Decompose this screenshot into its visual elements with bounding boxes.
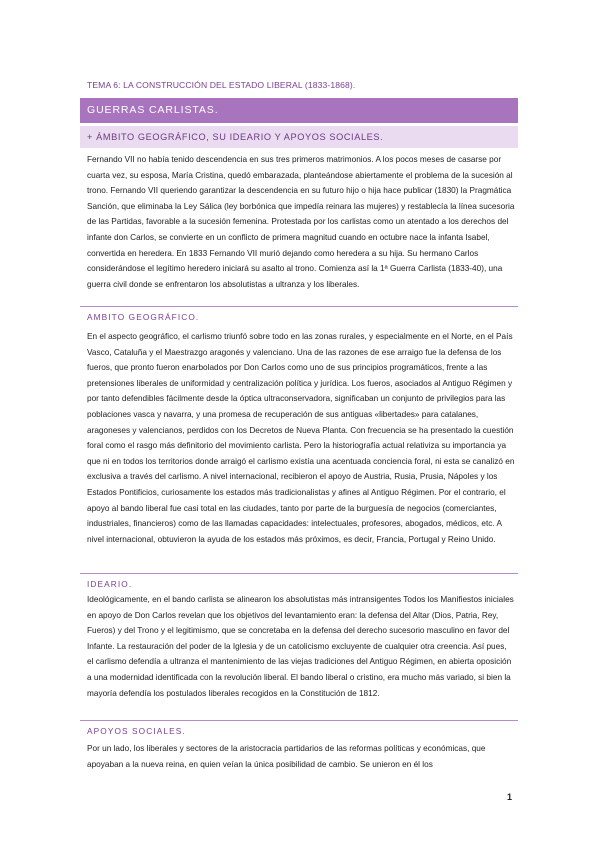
page-number: 1 bbox=[507, 792, 513, 802]
intro-paragraph: Fernando VII no había tenido descendencia en sus tres primeros matrimonios. A los pocos meses de casarse por cuarta vez, su esposa, María Cristina, quedó embarazada, planteándose abiertamente el problema de la sucesión al trono. Fernando VII queriendo garantizar la descendencia en su futuro hijo o hija hace publicar (1830) la Pragmática Sanción, que eliminaba la Ley Sálica (ley borbónica que impedía reinara las mujeres) y restablecía la línea sucesoria de las Partidas, favorable a la sucesión femenina. Protestada por los carlistas como un atentado a los derechos del infante don Carlos, se convierte en un conflicto de primera magnitud cuando en octubre nace la infanta Isabel, convertida en heredera. En 1833 Fernando VII murió dejando como heredera a su hija. Su hermano Carlos considerándose el legítimo heredero iniciará su asalto al trono. Comienza así la 1ª Guerra Carlista (1833-40), una guerra civil donde se enfrentaron los absolutistas a ultranza y los liberales. bbox=[87, 155, 515, 289]
section-heading-geografico: AMBITO GEOGRÁFICO. bbox=[80, 306, 518, 322]
subsection-banner: + ÁMBITO GEOGRÁFICO, SU IDEARIO Y APOYOS SOCIALES. bbox=[80, 126, 518, 148]
topic-title: TEMA 6: LA CONSTRUCCIÓN DEL ESTADO LIBERAL (1833-1868). bbox=[87, 80, 356, 90]
section-heading-apoyos: APOYOS SOCIALES. bbox=[80, 720, 518, 736]
section-heading-ideario: IDEARIO. bbox=[80, 573, 518, 589]
section-text-geografico: En el aspecto geográfico, el carlismo triunfó sobre todo en las zonas rurales, y especialmente en el Norte, en el País Vasco, Cataluña y el Maestrazgo aragonés y valenciano. Una de las razones de ese arraigo fue la defensa de los fueros, que pronto fueron enarbolados por Don Carlos como uno de sus principios programáticos, frente a las pretensiones liberales de uniformidad y centralización política y jurídica. Los fueros, asociados al Antiguo Régimen y por tanto defendibles fácilmente desde la óptica ultraconservadora, significaban un conjunto de privilegios para las poblaciones vasca y navarra, y una promesa de recuperación de sus antiguas «libertades» para catalanes, aragoneses y valencianos, perdidos con los Decretos de Nueva Planta. Con frecuencia se ha presentado la cuestión foral como el rasgo más definitorio del movimiento carlista. Pero la historiografía actual relativiza su importancia ya que ni en todos los territorios donde arraigó el carlismo existía una acentuada conciencia foral, ni esta se canalizó en exclusiva a través del carlismo. A nivel internacional, recibieron el apoyo de Austria, Rusia, Prusia, Nápoles y los Estados Pontificios, curiosamente los estados más tradicionalistas y afines al Antiguo Régimen. Por el contrario, el apoyo al bando liberal fue casi total en las ciudades, tanto por parte de la burguesía de negocios (comerciantes, industriales, financieros) como de las llamadas capacidades: intelectuales, profesores, abogados, médicos, etc. A nivel internacional, obtuvieron la ayuda de los estados más próximos, es decir, Francia, Portugal y Reino Unido. bbox=[87, 332, 515, 544]
section-text-ideario: Ideológicamente, en el bando carlista se alinearon los absolutistas más intransigentes Todos los Manifiestos iniciales en apoyo de Don Carlos revelan que los objetivos del levantamiento eran: la defensa del Altar (Dios, Patria, Rey, Fueros) y del Trono y el legitimismo, que se concretaba en la defensa del derecho sucesorio masculino en favor del Infante. La restauración del poder de la Iglesia y de un catolicismo excluyente de cualquier otra creencia. Así pues, el carlismo defendía a ultranza el mantenimiento de las viejas tradiciones del Antiguo Régimen, en abierta oposición a una modernidad identificada con la revolución liberal. El bando liberal o cristino, era mucho más variado, si bien la mayoría defendía los postulados liberales recogidos en la Constitución de 1812. bbox=[87, 595, 514, 698]
section-banner: GUERRAS CARLISTAS. bbox=[80, 98, 518, 123]
section-text-apoyos: Por un lado, los liberales y sectores de la aristocracia partidarios de las reformas políticas y económicas, que apoyaban a la nueva reina, en quien veían la única posibilidad de cambio. Se unieron en él los bbox=[87, 744, 486, 769]
